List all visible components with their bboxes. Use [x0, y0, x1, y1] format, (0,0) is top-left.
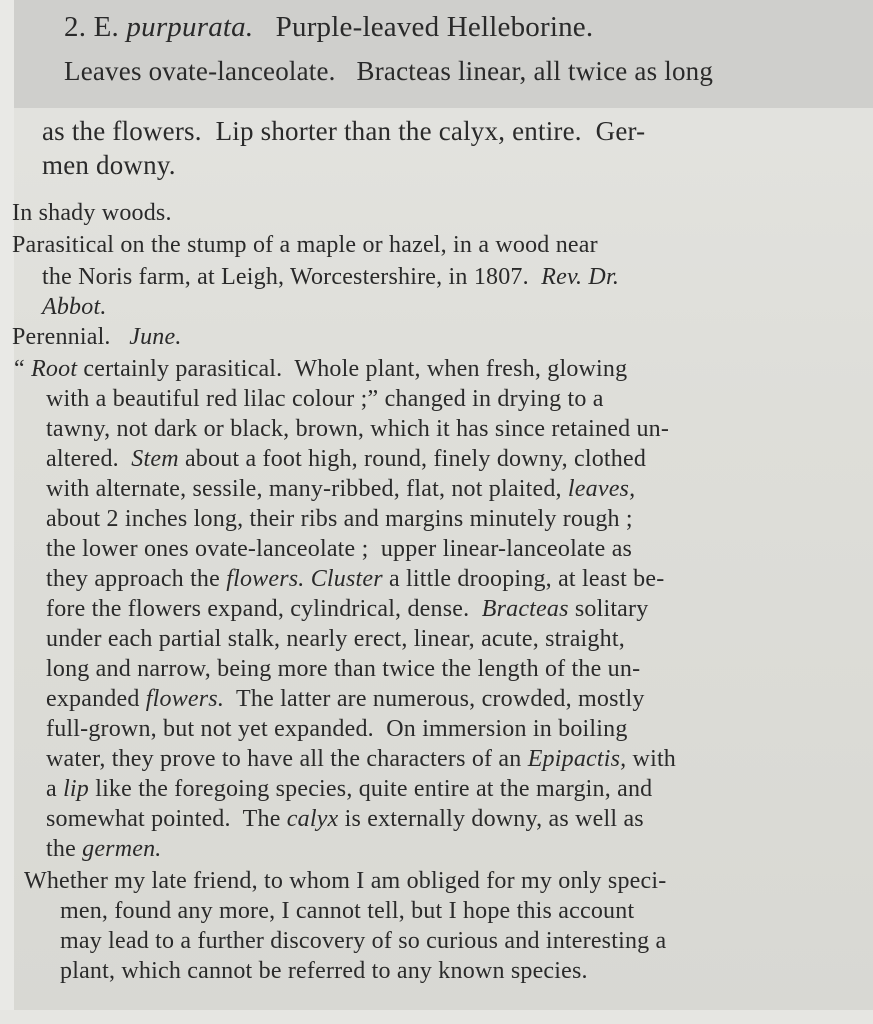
- text: solitary: [568, 596, 649, 622]
- page-gutter: [0, 0, 14, 1024]
- text: altered.: [46, 446, 132, 472]
- term-lip: lip: [63, 776, 89, 802]
- description-line-11: long and narrow, being more than twice the length of the un-: [46, 656, 641, 682]
- description-line-13: full-grown, but not yet expanded. On immersion in boiling: [46, 716, 628, 742]
- authority-name: Rev. Dr.: [541, 264, 620, 290]
- description-line-16: [46, 804, 644, 834]
- term-calyx: calyx: [286, 806, 339, 832]
- description-line-12: [46, 684, 645, 714]
- habitat-text: In shady woods.: [12, 200, 172, 226]
- term-flowers: flowers.: [145, 686, 225, 712]
- description-line-5: [46, 474, 635, 504]
- species-name: purpurata.: [126, 11, 254, 43]
- locality-line-1: Parasitical on the stump of a maple or hazel, in a wood near: [12, 232, 598, 258]
- description-line-14: [46, 744, 676, 774]
- term-germen: germen.: [82, 836, 162, 862]
- description-line-3: tawny, not dark or black, brown, which it has since retained un-: [46, 416, 670, 442]
- note-line-4: plant, which cannot be referred to any known species.: [60, 958, 588, 984]
- text: with alternate, sessile, many-ribbed, flat, not plaited,: [46, 476, 568, 502]
- locality-line-2: [42, 262, 619, 292]
- text: expanded: [46, 686, 146, 712]
- description-line-8: [46, 564, 664, 594]
- text: a little drooping, at least be-: [382, 566, 665, 592]
- description-line-4: [46, 444, 646, 474]
- description-line-15: [46, 774, 652, 804]
- text: certainly parasitical. Whole plant, when fresh, glowing: [77, 356, 628, 382]
- flowering-month: June.: [129, 324, 182, 350]
- text: water, they prove to have all the characters of an: [46, 746, 528, 772]
- text: somewhat pointed. The: [46, 806, 287, 832]
- species-number: 2. E.: [64, 11, 119, 43]
- page-bottom-edge: [0, 1010, 873, 1024]
- text: The latter are numerous, crowded, mostly: [224, 686, 645, 712]
- text: like the foregoing species, quite entire at the margin, and: [89, 776, 653, 802]
- description-line-17: [46, 834, 162, 864]
- note-line-2: men, found any more, I cannot tell, but I hope this account: [60, 898, 635, 924]
- term-epipactis: Epipactis,: [527, 746, 627, 772]
- term-leaves: leaves,: [567, 476, 636, 502]
- description-line-6: about 2 inches long, their ribs and margins minutely rough ;: [46, 506, 633, 532]
- species-title: [64, 12, 593, 42]
- duration-text: Perennial.: [12, 324, 111, 350]
- text: fore the flowers expand, cylindrical, dense.: [46, 596, 482, 622]
- description-line-7: the lower ones ovate-lanceolate ; upper linear-lanceolate as: [46, 536, 633, 562]
- locality-line-3: [42, 292, 107, 322]
- diagnosis-line-3: men downy.: [42, 150, 176, 180]
- authority-surname: Abbot.: [42, 294, 107, 320]
- term-bracteas: Bracteas: [481, 596, 569, 622]
- description-line-10: under each partial stalk, nearly erect, linear, acute, straight,: [46, 626, 625, 652]
- diagnosis-line-2: as the flowers. Lip shorter than the calyx, entire. Ger-: [42, 116, 646, 146]
- description-line-9: [46, 594, 648, 624]
- text: they approach the: [46, 566, 227, 592]
- locality-text: the Noris farm, at Leigh, Worcestershire, in 1807.: [42, 264, 529, 290]
- description-line-2: with a beautiful red lilac colour ;” changed in drying to a: [46, 386, 604, 412]
- species-common-name: Purple-leaved Helleborine.: [275, 11, 594, 43]
- term-flowers: flowers.: [226, 566, 305, 592]
- text: about a foot high, round, finely downy, clothed: [178, 446, 647, 472]
- text: a: [46, 776, 64, 802]
- duration-line: [12, 322, 182, 352]
- text: is externally downy, as well as: [338, 806, 644, 832]
- diagnosis-line-1: Leaves ovate-lanceolate. Bracteas linear, all twice as long: [64, 56, 714, 86]
- text: with: [626, 746, 677, 772]
- term-stem: Stem: [131, 446, 179, 472]
- open-quote: “: [14, 356, 25, 382]
- term-cluster: Cluster: [310, 566, 383, 592]
- text: the: [46, 836, 83, 862]
- note-line-3: may lead to a further discovery of so curious and interesting a: [60, 928, 667, 954]
- term-root: Root: [31, 356, 78, 382]
- description-line-1: [14, 354, 627, 384]
- note-line-1: Whether my late friend, to whom I am obliged for my only speci-: [24, 868, 667, 894]
